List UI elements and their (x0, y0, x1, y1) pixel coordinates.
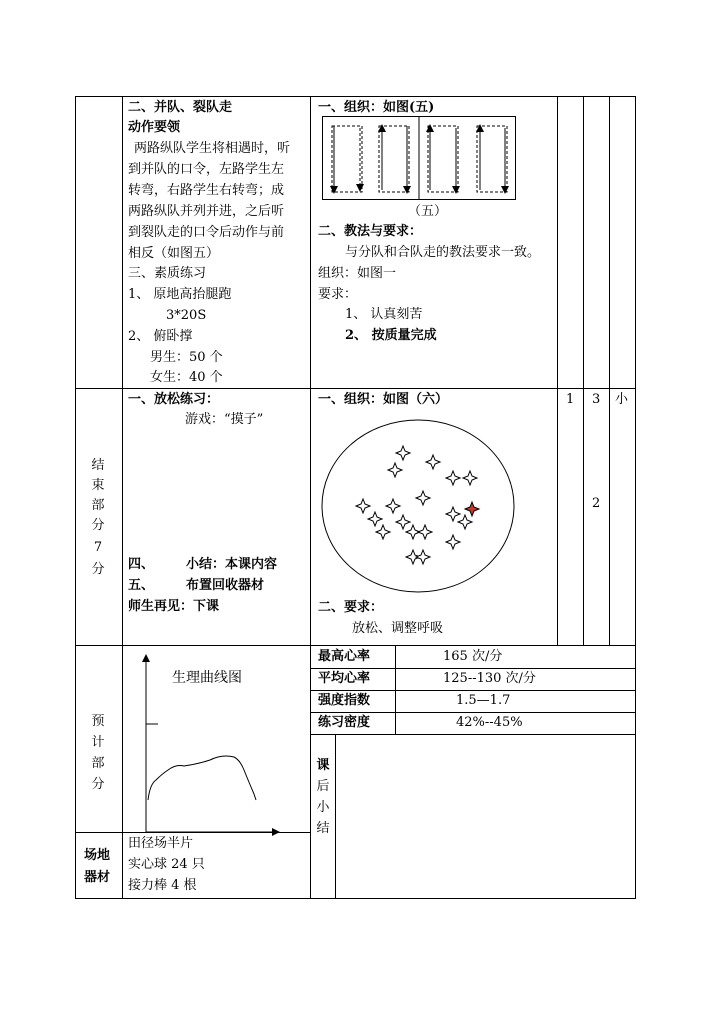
goodbye-text: 师生再见：下课 (128, 599, 220, 614)
label-char: 后 (316, 779, 330, 794)
relax-heading: 一、放松练习： (128, 392, 220, 407)
curve-title: 生理曲线图 (172, 670, 242, 686)
org6-heading: 一、组织：如图（六） (318, 392, 449, 407)
star-icon (396, 515, 410, 529)
col-b-value: 3 (592, 392, 601, 407)
para-line: 到裂队走的口令后动作与前 (128, 225, 285, 240)
equipment-text: 布置回收器材 (186, 578, 265, 593)
subheading-essentials: 动作要领 (128, 120, 181, 135)
star-icon (416, 550, 430, 564)
stat-label: 最高心率 (318, 649, 371, 664)
stat-value: 165 次/分 (443, 649, 503, 664)
star-icon (388, 463, 402, 477)
label-char: 小 (316, 800, 330, 815)
req6-heading: 二、要求： (318, 600, 384, 615)
star-icon (463, 471, 477, 485)
figure-six-diagram (320, 418, 516, 594)
stat-label: 练习密度 (318, 715, 371, 730)
para-line: 两路纵队并列并进，之后听 (128, 204, 285, 219)
item-pushup: 2、 俯卧撑 (128, 329, 193, 344)
figure-caption: （五） (408, 204, 448, 219)
label-char: 计 (91, 735, 105, 750)
stat-value: 125--130 次/分 (443, 671, 536, 686)
star-icon (446, 471, 460, 485)
stat-value: 42%--45% (456, 715, 523, 730)
venue-item: 接力棒 4 根 (128, 878, 197, 893)
venue-label: 场地 (84, 848, 111, 863)
game-text: 游戏：“摸子” (185, 412, 264, 427)
col-b-value-2: 2 (592, 496, 601, 511)
star-icon (376, 525, 390, 539)
para-line: 转弯，右路学生右转弯；成 (128, 183, 285, 198)
stat-label: 强度指数 (318, 693, 371, 708)
item-high-knee-detail: 3*20S (166, 308, 207, 323)
item-female: 女生：40 个 (150, 370, 223, 385)
req-item-2: 2、 按质量完成 (345, 328, 437, 343)
label-char: 分 (91, 562, 105, 577)
para-line: 到并队的口令，左路学生左 (128, 162, 285, 177)
label-char: 束 (91, 478, 105, 493)
label-char: 部 (91, 756, 105, 771)
summary-num: 四、 (128, 557, 155, 572)
star-icon (396, 446, 410, 460)
label-char: 分 (91, 518, 105, 533)
item-high-knee: 1、 原地高抬腿跑 (128, 287, 232, 302)
req-item-1: 1、 认真刻苦 (345, 307, 423, 322)
method-text: 与分队和合队走的教法要求一致。 (345, 245, 541, 260)
star-icon (416, 491, 430, 505)
equipment-num: 五、 (128, 578, 155, 593)
star-icon (446, 535, 460, 549)
equipment-label: 器材 (84, 870, 111, 885)
item-male: 男生：50 个 (150, 350, 223, 365)
summary-text: 小结：本课内容 (186, 557, 278, 572)
stat-value: 1.5—1.7 (456, 693, 511, 708)
req-heading: 要求： (318, 287, 358, 302)
star-icon (446, 507, 460, 521)
label-char: 课 (316, 758, 330, 773)
col-a-value: 1 (566, 392, 575, 407)
heading-merge-split: 二、并队、裂队走 (128, 100, 233, 115)
star-icon (386, 499, 400, 513)
venue-item: 实心球 24 只 (128, 857, 205, 872)
star-red-icon (465, 502, 479, 516)
method-heading: 二、教法与要求： (318, 224, 423, 239)
col-c-value: 小 (615, 392, 629, 407)
star-icon (356, 499, 370, 513)
star-icon (418, 525, 432, 539)
figure-five-diagram (322, 116, 516, 200)
star-icon (368, 512, 382, 526)
label-char: 部 (91, 498, 105, 513)
venue-item: 田径场半片 (128, 836, 194, 851)
star-icon (458, 515, 472, 529)
heading-fitness: 三、素质练习 (128, 266, 207, 281)
stat-label: 平均心率 (318, 671, 371, 686)
star-icon (426, 455, 440, 469)
org2-text: 组织：如图一 (318, 266, 397, 281)
org-heading: 一、组织：如图(五) (318, 100, 435, 115)
para-line: 两路纵队学生将相遇时，听 (134, 141, 291, 156)
label-char: 结 (91, 458, 105, 473)
label-char: 分 (91, 777, 105, 792)
label-char: 预 (91, 714, 105, 729)
label-char: 结 (316, 821, 330, 836)
req6-text: 放松、调整呼吸 (352, 621, 444, 636)
para-line: 相反（如图五） (128, 246, 220, 261)
label-char: 7 (93, 540, 103, 555)
